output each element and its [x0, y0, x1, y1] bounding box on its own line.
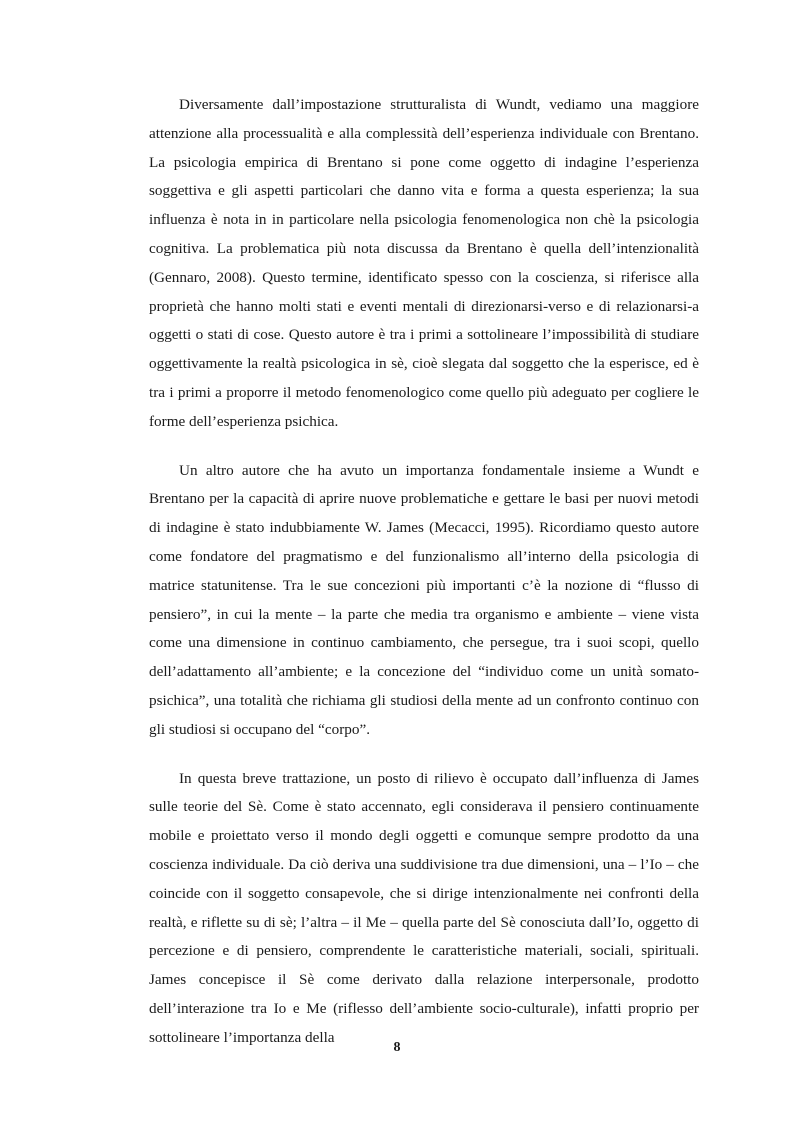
paragraph-james-intro: Un altro autore che ha avuto un importanza fondamentale insieme a Wundt e Brentano per la capacità di aprire nuove problematiche e gettare le basi per nuovi metodi di indagine è stato indubbiamente W. James (Mecacci, 1995). Ricordiamo questo autore come fondatore del pragmatismo e del funzionalismo all’interno della psicologia di matrice statunitense. Tra le sue concezioni più importanti c’è la nozione di “flusso di pensiero”, in cui la mente – la parte che media tra organismo e ambiente – viene vista come una dimensione in continuo cambiamento, che persegue, tra i suoi scopi, quello dell’adattamento all’ambiente; e la concezione del “individuo come un unità somato-psichica”, una totalità che richiama gli studiosi della mente ad un confronto continuo con gli studiosi si occupano del “corpo”.: [149, 461, 699, 738]
body-text: [149, 91, 699, 1073]
page-number: 8: [393, 1040, 401, 1055]
paragraph-james-self: In questa breve trattazione, un posto di rilievo è occupato dall’influenza di James sulle teorie del Sè. Come è stato accennato, egli considerava il pensiero continuamente mobile e proiettato verso il mondo degli oggetti e comunque sempre prodotto da una coscienza individuale. Da ciò deriva una suddivisione tra due dimensioni, una – l’Io – che coincide con il soggetto consapevole, che si dirige intenzionalmente nei confronti della realtà, e riflette su di sè; l’altra – il Me – quella parte del Sè conosciuta dall’Io, oggetto di percezione e di pensiero, comprendente le caratteristiche materiali, sociali, spirituali. James concepisce il Sè come derivato dalla relazione interpersonale, prodotto dell’interazione tra Io e Me (riflesso dell’ambiente socio-culturale), infatti proprio per sottolineare l’importanza della: [149, 769, 699, 1046]
paragraph-brentano: Diversamente dall’impostazione strutturalista di Wundt, vediamo una maggiore attenzione alla processualità e alla complessità dell’esperienza individuale con Brentano. La psicologia empirica di Brentano si pone come oggetto di indagine l’esperienza soggettiva e gli aspetti particolari che danno vita e forma a questa esperienza; la sua influenza è nota in in particolare nella psicologia fenomenologica non chè la psicologia cognitiva. La problematica più nota discussa da Brentano è quella dell’intenzionalità (Gennaro, 2008). Questo termine, identificato spesso con la coscienza, si riferisce alla proprietà che hanno molti stati e eventi mentali di direzionarsi-verso e di relazionarsi-a oggetti o stati di cose. Questo autore è tra i primi a sottolineare l’impossibilità di studiare oggettivamente la realtà psicologica in sè, cioè slegata dal soggetto che la esperisce, ed è tra i primi a proporre il metodo fenomenologico come quello più adeguato per cogliere le forme dell’esperienza psichica.: [149, 96, 699, 430]
